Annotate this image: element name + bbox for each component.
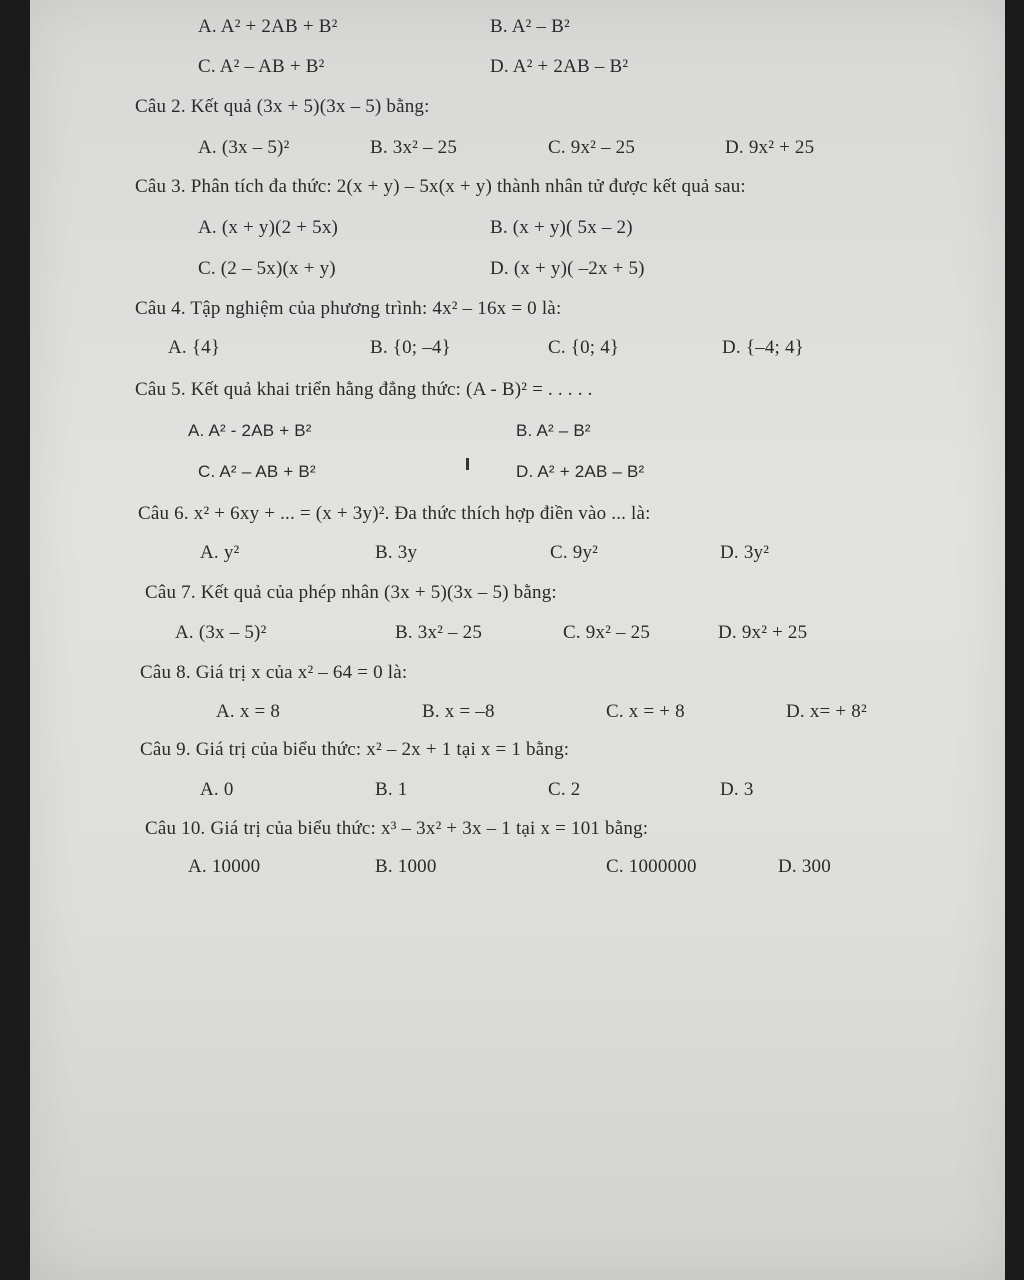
q2-option-b: B. 3x² – 25 bbox=[370, 137, 458, 158]
exam-paper bbox=[30, 0, 1005, 1280]
q3-option-c: C. (2 – 5x)(x + y) bbox=[198, 258, 336, 279]
q9-option-d: D. 3 bbox=[720, 779, 754, 800]
q10-text: Câu 10. Giá trị của biểu thức: x³ – 3x² + 3x – 1 tại x = 101 bằng: bbox=[145, 818, 649, 839]
q6-option-d: D. 3y² bbox=[720, 542, 770, 563]
q8-option-c: C. x = + 8 bbox=[606, 701, 685, 722]
q7-option-b: B. 3x² – 25 bbox=[395, 622, 483, 643]
q10-option-c: C. 1000000 bbox=[606, 856, 697, 877]
q4-option-c: C. {0; 4} bbox=[548, 337, 620, 358]
q6-option-a: A. y² bbox=[200, 542, 240, 563]
q2-option-a: A. (3x – 5)² bbox=[198, 137, 290, 158]
q5-option-a: A. A² - 2AB + B² bbox=[188, 421, 312, 440]
pen-mark bbox=[466, 458, 469, 470]
q2-option-c: C. 9x² – 25 bbox=[548, 137, 636, 158]
q3-text: Câu 3. Phân tích đa thức: 2(x + y) – 5x(x + y) thành nhân tử được kết quả sau: bbox=[135, 176, 746, 197]
q9-option-a: A. 0 bbox=[200, 779, 234, 800]
q6-option-c: C. 9y² bbox=[550, 542, 599, 563]
q6-option-b: B. 3y bbox=[375, 542, 418, 563]
q2-option-d: D. 9x² + 25 bbox=[725, 137, 815, 158]
q3-option-d: D. (x + y)( –2x + 5) bbox=[490, 258, 645, 279]
q3-option-a: A. (x + y)(2 + 5x) bbox=[198, 217, 339, 238]
q7-option-d: D. 9x² + 25 bbox=[718, 622, 808, 643]
q7-option-a: A. (3x – 5)² bbox=[175, 622, 267, 643]
q8-text: Câu 8. Giá trị x của x² – 64 = 0 là: bbox=[140, 662, 408, 683]
q4-option-a: A. {4} bbox=[168, 337, 221, 358]
q9-option-c: C. 2 bbox=[548, 779, 581, 800]
q2-text: Câu 2. Kết quả (3x + 5)(3x – 5) bằng: bbox=[135, 96, 430, 117]
q1-option-c: C. A² – AB + B² bbox=[198, 56, 325, 77]
q8-option-b: B. x = –8 bbox=[422, 701, 495, 722]
q9-text: Câu 9. Giá trị của biểu thức: x² – 2x + 1 tại x = 1 bằng: bbox=[140, 739, 570, 760]
q5-option-b: B. A² – B² bbox=[516, 421, 591, 440]
q8-option-a: A. x = 8 bbox=[216, 701, 281, 722]
q10-option-b: B. 1000 bbox=[375, 856, 437, 877]
q5-option-c: C. A² – AB + B² bbox=[198, 462, 316, 481]
q8-option-d: D. x= + 8² bbox=[786, 701, 867, 722]
q7-option-c: C. 9x² – 25 bbox=[563, 622, 651, 643]
q4-text: Câu 4. Tập nghiệm của phương trình: 4x² – 16x = 0 là: bbox=[135, 298, 562, 319]
q6-text: Câu 6. x² + 6xy + ... = (x + 3y)². Đa thức thích hợp điền vào ... là: bbox=[138, 503, 651, 524]
q5-option-d: D. A² + 2AB – B² bbox=[516, 462, 645, 481]
q1-option-a: A. A² + 2AB + B² bbox=[198, 16, 338, 37]
q7-text: Câu 7. Kết quả của phép nhân (3x + 5)(3x – 5) bằng: bbox=[145, 582, 557, 603]
q10-option-d: D. 300 bbox=[778, 856, 831, 877]
q10-option-a: A. 10000 bbox=[188, 856, 261, 877]
q9-option-b: B. 1 bbox=[375, 779, 408, 800]
q4-option-b: B. {0; –4} bbox=[370, 337, 451, 358]
q1-option-d: D. A² + 2AB – B² bbox=[490, 56, 629, 77]
q1-option-b: B. A² – B² bbox=[490, 16, 570, 37]
q3-option-b: B. (x + y)( 5x – 2) bbox=[490, 217, 633, 238]
q5-text: Câu 5. Kết quả khai triển hằng đẳng thức: (A - B)² = . . . . . bbox=[135, 379, 593, 400]
q4-option-d: D. {–4; 4} bbox=[722, 337, 804, 358]
